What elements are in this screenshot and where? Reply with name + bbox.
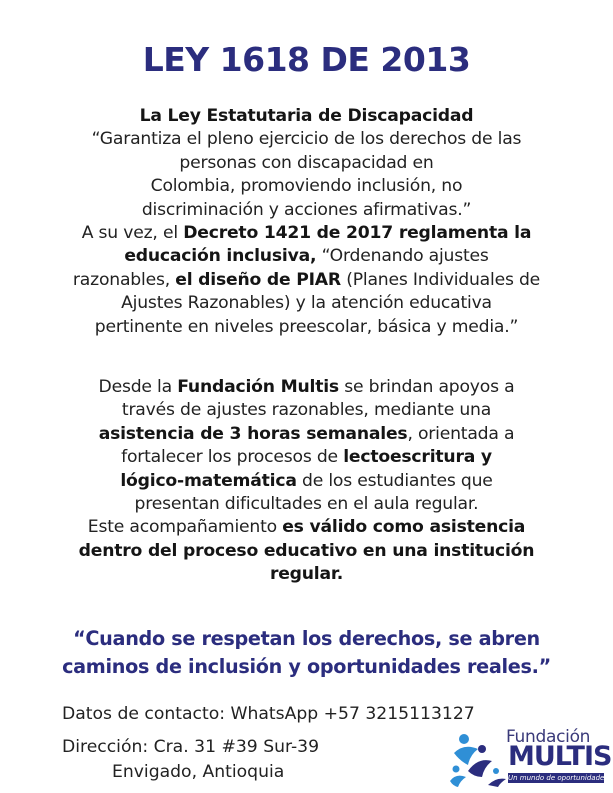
logo-tagline: Un mundo de oportunidades — [508, 774, 608, 782]
foundation-name: Fundación Multis — [177, 377, 339, 397]
foundation-description: Desde la Fundación Multis se brindan apoyos a través de ajustes razonables, mediante una asistencia de 3 horas semanales, orientada a fortalecer los procesos de lectoescritura y lógico-matemática de los estudiantes que presentan dificultades en el aula regular. Este acompañamiento es válido como asistencia dentro del proceso educativo en una institución regular. — [78, 377, 535, 585]
quote: “Cuando se respetan los derechos, se abren caminos de inclusión y oportunidades reales.” — [62, 627, 551, 678]
law-description: La Ley Estatutaria de Discapacidad “Garantiza el pleno ejercicio de los derechos de las personas con discapacidad en Colombia, promoviendo inclusión, no discriminación y acciones afirmativas.” A su vez, el Decreto 1421 de 2017 reglamenta la educación inclusiva, “Ordenando ajustes razonables, el diseño de PIAR (Planes Individuales de Ajustes Razonables) y la atención educativa pertinente en niveles preescolar, básica y media.” — [72, 106, 541, 337]
contact-info: Datos de contacto: WhatsApp +57 3215113127 — [62, 704, 475, 724]
page-title: LEY 1618 DE 2013 — [142, 40, 471, 79]
address: Dirección: Cra. 31 #39 Sur-39 Envigado, Antioquia — [62, 737, 320, 782]
logo-text-fundacion: Fundación — [506, 727, 591, 747]
logo-text-multis: MULTIS — [508, 741, 612, 772]
fundacion-multis-logo — [448, 727, 612, 787]
people-logo-icon — [448, 731, 510, 787]
law-name: La Ley Estatutaria de Discapacidad — [139, 106, 474, 126]
